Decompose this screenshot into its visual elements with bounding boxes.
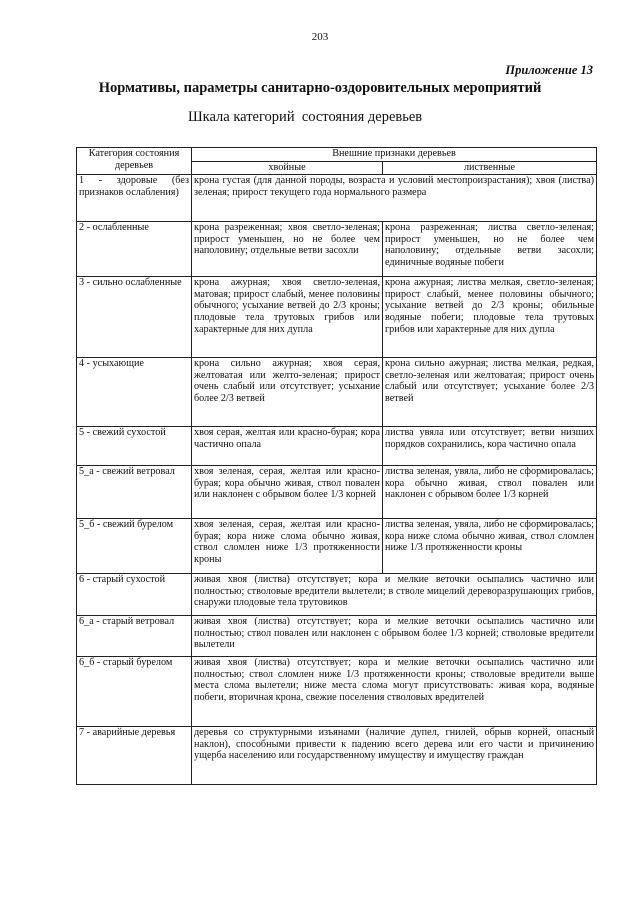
signs-cell-coniferous: крона сильно ажурная; хвоя серая, желтоватая или желто-зеленая; прирост очень слабый или отсутствует; усыхание более 2/3 ветвей <box>192 358 383 427</box>
signs-cell-coniferous: крона разреженная; хвоя светло-зеленая; прирост уменьшен, но не более чем наполовину; отдельные ветви засохли <box>192 222 383 277</box>
signs-cell-combined: деревья со структурными изъянами (наличие дупел, гнилей, обрыв корней, опасный наклон), способными привести к падению всего дерева или его части и причинению ущерба населению или государственному имуществу и имуществу граждан <box>192 727 597 785</box>
table-title: Шкала категорий состояния деревьев <box>188 109 423 125</box>
signs-cell-coniferous: хвоя зеленая, серая, желтая или красно-бурая; кора ниже слома обычно живая, ствол сломлен ниже 1/3 протяженности кроны <box>192 519 383 574</box>
signs-cell-deciduous: листва зеленая, увяла, либо не сформировалась; кора ниже слома обычно живая, ствол сломлен ниже 1/3 протяженности кроны <box>383 519 597 574</box>
table-row <box>77 277 597 358</box>
category-cell: 1 - здоровые (без признаков ослабления) <box>77 175 192 222</box>
table-row <box>77 574 597 616</box>
category-cell: 5_б - свежий бурелом <box>77 519 192 574</box>
table-row <box>77 657 597 727</box>
table-header-row <box>77 148 597 162</box>
signs-cell-coniferous: хвоя зеленая, серая, желтая или красно-бурая; кора обычно живая, ствол повален или наклонен с обрывом более 1/3 корней <box>192 466 383 519</box>
table-row <box>77 519 597 574</box>
signs-cell-combined: живая хвоя (листва) отсутствует; кора и мелкие веточки осыпались частично или полностью; ствол сломлен ниже 1/3 протяженности кроны; стволовые вредители выше места слома вылетели; ниже места слома могут присутствовать: живая кора, водяные побеги, вторичная крона, свежие поселения стволовых вредителей <box>192 657 597 727</box>
signs-cell-deciduous: крона сильно ажурная; листва мелкая, редкая, светло-зеленая или желтоватая; прирост очень слабый или отсутствует; усыхание более 2/3 ветвей <box>383 358 597 427</box>
category-cell: 6 - старый сухостой <box>77 574 192 616</box>
header-category: Категория состояния деревьев <box>77 148 192 175</box>
category-cell: 5 - свежий сухостой <box>77 427 192 466</box>
header-coniferous: хвойные <box>192 161 383 175</box>
table-row <box>77 175 597 222</box>
table-row <box>77 616 597 657</box>
category-cell: 4 - усыхающие <box>77 358 192 427</box>
signs-cell-combined: живая хвоя (листва) отсутствует; кора и мелкие веточки осыпались частично или полностью; стволовые вредители вылетели; в стволе мицелий дереворазрушающих грибов, снаружи плодовые тела трутовиков <box>192 574 597 616</box>
appendix-label: Приложение 13 <box>505 63 593 77</box>
signs-cell-deciduous: крона ажурная; листва мелкая, светло-зеленая; прирост слабый, менее половины обычного; усыхание ветвей до 2/3 кроны; обильные водяные побеги; плодовые тела трутовых грибов или характерные для них дупла <box>383 277 597 358</box>
header-external-signs: Внешние признаки деревьев <box>192 148 597 162</box>
category-cell: 5_а - свежий ветровал <box>77 466 192 519</box>
table-row <box>77 466 597 519</box>
table-row <box>77 358 597 427</box>
tree-condition-table <box>76 147 597 785</box>
table-row <box>77 727 597 785</box>
signs-cell-deciduous: листва увяла или отсутствует; ветви низших порядков сохранились, кора частично опала <box>383 427 597 466</box>
signs-cell-combined: крона густая (для данной породы, возраста и условий местопроизрастания); хвоя (листва) зеленая; прирост текущего года нормального размера <box>192 175 597 222</box>
page-number: 203 <box>311 31 329 43</box>
category-cell: 6_а - старый ветровал <box>77 616 192 657</box>
category-cell: 3 - сильно ослабленные <box>77 277 192 358</box>
header-deciduous: лиственные <box>383 161 597 175</box>
category-cell: 2 - ослабленные <box>77 222 192 277</box>
table-row <box>77 427 597 466</box>
category-cell: 7 - аварийные деревья <box>77 727 192 785</box>
signs-cell-deciduous: листва зеленая, увяла, либо не сформировалась; кора обычно живая, ствол повален или наклонен с обрывом более 1/3 корней <box>383 466 597 519</box>
signs-cell-combined: живая хвоя (листва) отсутствует; кора и мелкие веточки осыпались частично или полностью; ствол повален или наклонен с обрывом более 1/3 корней; стволовые вредители вылетели <box>192 616 597 657</box>
table-row <box>77 222 597 277</box>
signs-cell-coniferous: крона ажурная; хвоя светло-зеленая, матовая; прирост слабый, менее половины обычного; усыхание ветвей до 2/3 кроны; плодовые тела трутовых грибов или характерные для них дупла <box>192 277 383 358</box>
signs-cell-coniferous: хвоя серая, желтая или красно-бурая; кора частично опала <box>192 427 383 466</box>
signs-cell-deciduous: крона разреженная; листва светло-зеленая; прирост уменьшен, но не более чем наполовину; отдельные ветви засохли; единичные водяные побеги <box>383 222 597 277</box>
page-title: Нормативы, параметры санитарно-оздоровительных мероприятий <box>98 80 542 96</box>
category-cell: 6_б - старый бурелом <box>77 657 192 727</box>
